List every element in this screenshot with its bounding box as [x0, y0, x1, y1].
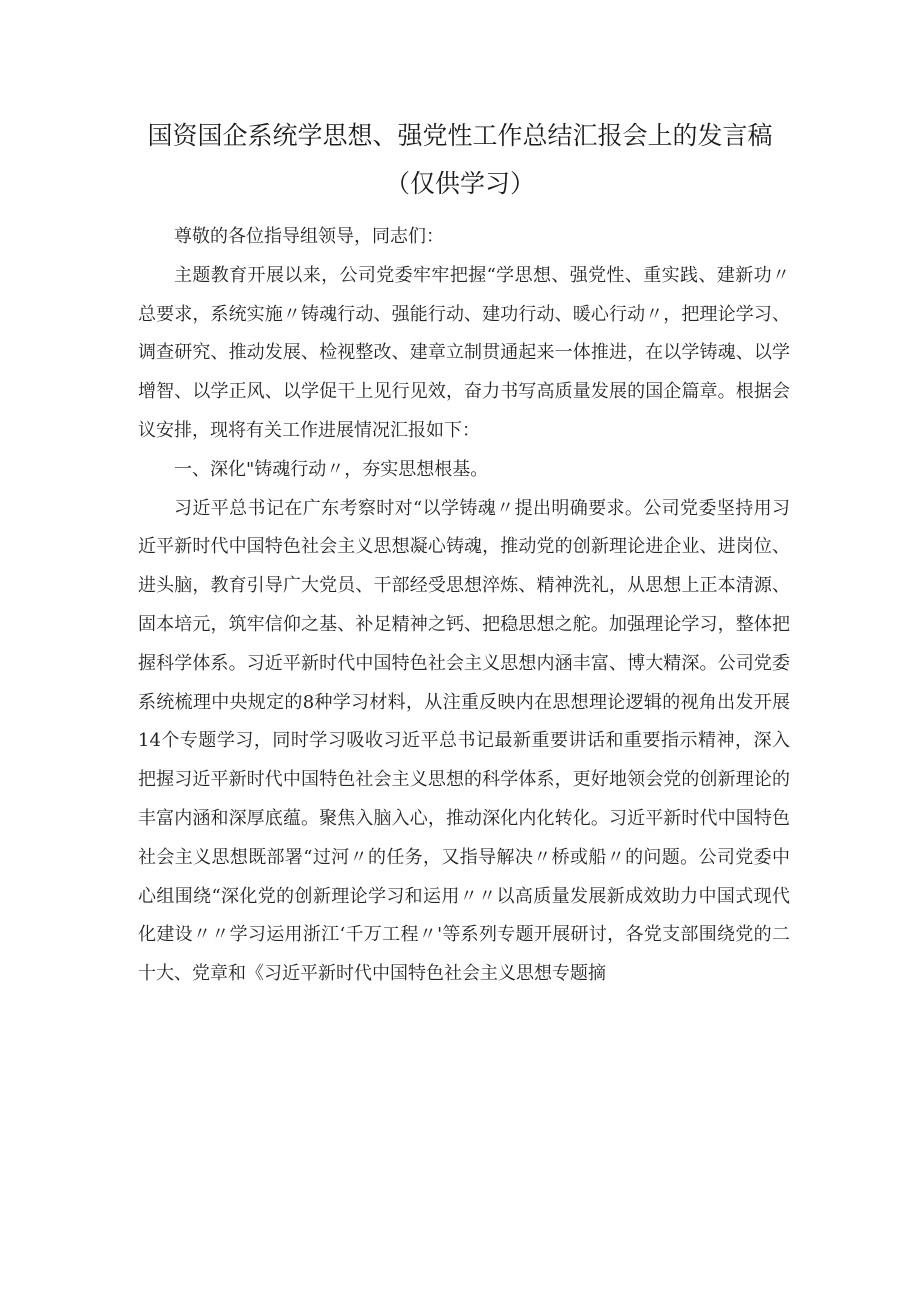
section-heading-1: 一、深化"铸魂行动〃，夯实思想根基。 — [174, 458, 489, 480]
document-body — [138, 218, 790, 994]
document-subtitle: （仅供学习） — [384, 169, 535, 198]
paragraph-section-1: 习近平总书记在广东考察时对“以学铸魂〃提出明确要求。公司党委坚持用习近平新时代中国特色社会主义思想凝心铸魂，推动党的创新理论进企业、进岗位、进头脑，教育引导广大党员、干部经受思想淬炼、精神洗礼，从思想上正本清源、固本培元，筑牢信仰之基、补足精神之钙、把稳思想之舵。加强理论学习，整体把握科学体系。习近平新时代中国特色社会主义思想内涵丰富、博大精深。公司党委系统梳理中央规定的8种学习材料，从注重反映内在思想理论逻辑的视角出发开展14个专题学习，同时学习吸收习近平总书记最新重要讲话和重要指示精神，深入把握习近平新时代中国特色社会主义思想的科学体系，更好地领会党的创新理论的丰富内涵和深厚底蕴。聚焦入脑入心，推动深化内化转化。习近平新时代中国特色社会主义思想既部署“过河〃的任务，又指导解决〃桥或船〃的问题。公司党委中心组围绕“深化党的创新理论学习和运用〃〃以高质量发展新成效助力中国式现代化建设〃〃学习运用浙江‘千万工程〃'等系列专题开展研讨，各党支部围绕党的二十大、党章和《习近平新时代中国特色社会主义思想专题摘 — [138, 497, 790, 985]
salutation: 尊敬的各位指导组领导，同志们： — [174, 226, 444, 247]
paragraph-intro: 主题教育开展以来，公司党委牢牢把握“学思想、强党性、重实践、建新功〃总要求，系统实施〃铸魂行动、强能行动、建功行动、暖心行动〃，把理论学习、调查研究、推动发展、检视整改、建章立制贯通起来一体推进，在以学铸魂、以学增智、以学正风、以学促干上见行见效，奋力书写高质量发展的国企篇章。根据会议安排，现将有关工作进展情况汇报如下： — [138, 264, 790, 441]
document-title: 国资国企系统学思想、强党性工作总结汇报会上的发言稿 — [147, 121, 773, 150]
